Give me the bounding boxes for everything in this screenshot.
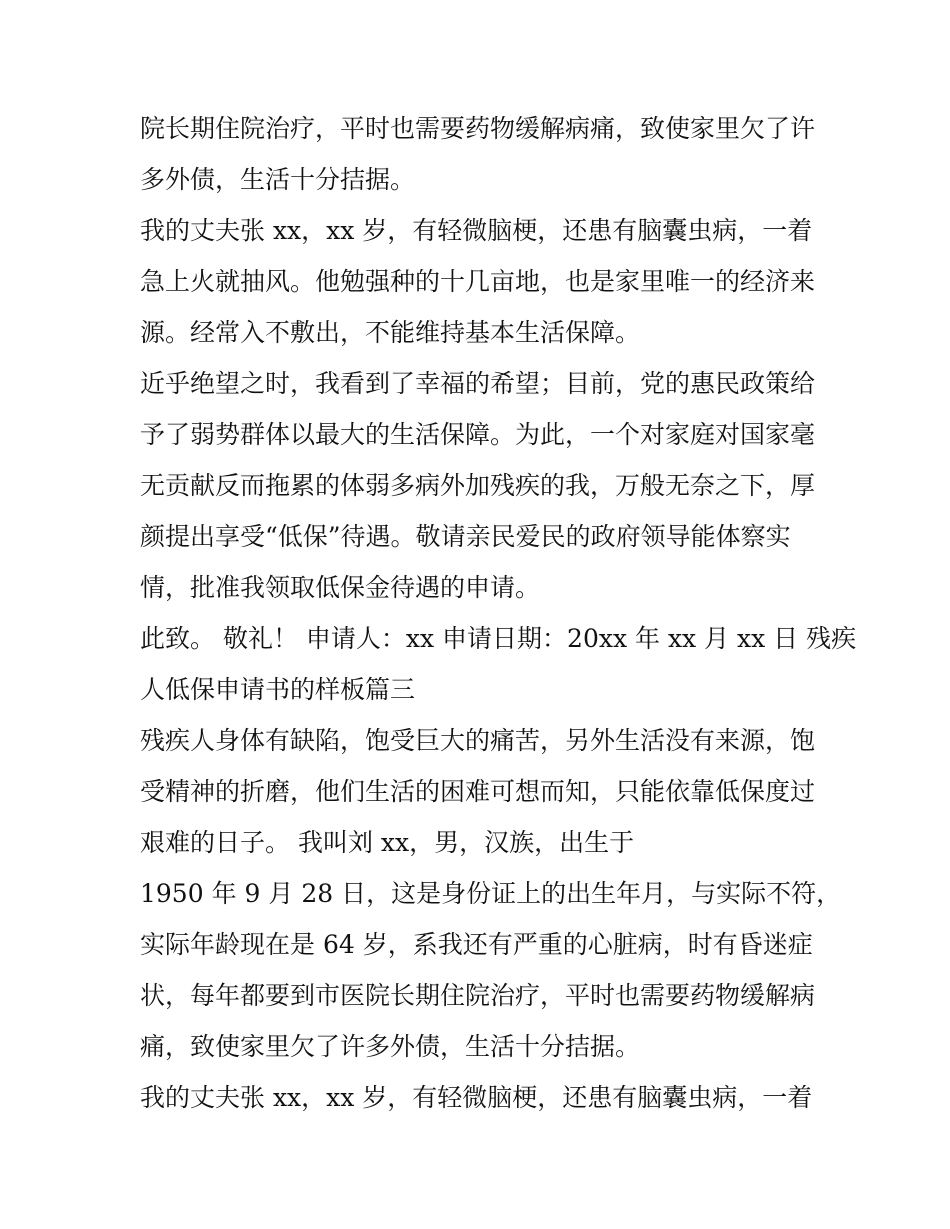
text-line: 颜提出享受“低保”待遇。敬请亲民爱民的政府领导能体察实 (140, 522, 791, 551)
text-line: 予了弱势群体以最大的生活保障。为此，一个对家庭对国家毫 (140, 420, 816, 449)
text-line: 我的丈夫张 xx，xx 岁，有轻微脑梗，还患有脑囊虫病，一着 (140, 216, 813, 245)
text-line: 无贡献反而拖累的体弱多病外加残疾的我，万般无奈之下，厚 (140, 471, 816, 500)
text-line: 院长期住院治疗，平时也需要药物缓解病痛，致使家里欠了许 (140, 114, 816, 143)
text-line: 实际年龄现在是 64 岁，系我还有严重的心脏病，时有昏迷症 (140, 930, 813, 959)
text-line: 多外债，生活十分拮据。 (140, 165, 416, 194)
text-line: 急上火就抽风。他勉强种的十几亩地，也是家里唯一的经济来 (140, 267, 816, 296)
text-line: 源。经常入不敷出，不能维持基本生活保障。 (140, 318, 641, 347)
text-line: 我的丈夫张 xx，xx 岁，有轻微脑梗，还患有脑囊虫病，一着 (140, 1083, 813, 1112)
text-line: 1950 年 9 月 28 日，这是身份证上的出生年月，与实际不符， (140, 879, 842, 908)
text-line: 残疾人身体有缺陷，饱受巨大的痛苦，另外生活没有来源，饱 (140, 726, 816, 755)
text-line: 痛，致使家里欠了许多外债，生活十分拮据。 (140, 1032, 641, 1061)
text-line: 状，每年都要到市医院长期住院治疗，平时也需要药物缓解病 (140, 981, 816, 1010)
text-line: 艰难的日子。 我叫刘 xx，男，汉族，出生于 (140, 828, 635, 857)
document-body (140, 103, 857, 1123)
text-line: 此致。 敬礼！ 申请人：xx 申请日期：20xx 年 xx 月 xx 日 残疾 (140, 624, 857, 653)
text-line: 情，批准我领取低保金待遇的申请。 (140, 573, 541, 602)
text-line: 受精神的折磨，他们生活的困难可想而知，只能依靠低保度过 (140, 777, 816, 806)
section-heading-line: 人低保申请书的样板篇三 (140, 675, 416, 704)
text-line: 近乎绝望之时，我看到了幸福的希望；目前，党的惠民政策给 (140, 369, 816, 398)
